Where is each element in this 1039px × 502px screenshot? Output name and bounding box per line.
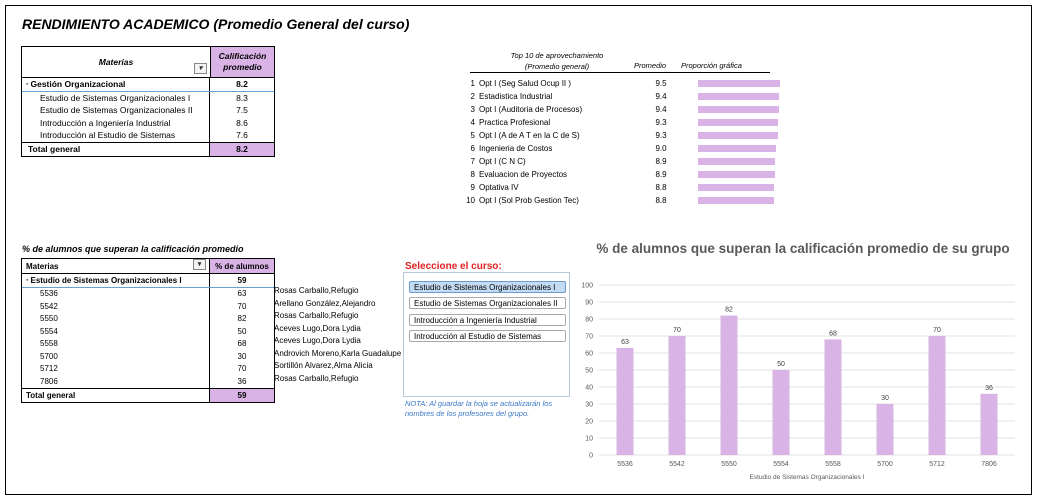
top10-value: 9.4 [655, 91, 667, 101]
top10-bar [698, 158, 775, 165]
collapse-icon[interactable]: ▪ [26, 80, 29, 88]
x-tick-label: 5554 [773, 461, 789, 468]
professor-name: Rosas Carballo,Refugio [274, 286, 359, 295]
group-number: 5554 [22, 325, 210, 338]
total-value: 8.2 [210, 143, 274, 156]
group-number: 5550 [22, 313, 210, 326]
filter-dropdown-icon[interactable]: ▾ [194, 63, 207, 74]
top10-row [455, 129, 778, 141]
top10-heading-line1: Top 10 de aprovechamiento [510, 51, 604, 60]
top10-row [455, 103, 779, 115]
y-tick-label: 80 [585, 316, 593, 324]
top10-rank: 3 [470, 104, 475, 114]
bar [669, 336, 686, 455]
top10-row [455, 156, 775, 168]
bar [825, 339, 842, 455]
pivot-header [22, 47, 274, 78]
pivot-header [22, 259, 274, 274]
total-row [22, 388, 274, 402]
group-value: 8.2 [236, 79, 248, 90]
top10-row [455, 116, 778, 128]
group-number: 5700 [22, 350, 210, 363]
top10-row [455, 182, 774, 194]
group-pct: 68 [237, 339, 247, 349]
group-number: 5558 [22, 338, 210, 351]
top10-bar [698, 119, 778, 126]
professor-name: Rosas Carballo,Refugio [274, 311, 359, 320]
row-value: 8.3 [236, 92, 248, 103]
group-label: Gestión Organizacional [30, 79, 126, 90]
top10-value: 9.4 [655, 104, 667, 114]
top10-bar [698, 80, 780, 87]
table-row [22, 117, 274, 130]
top10-bar [698, 197, 774, 204]
total-label: Total general [22, 143, 210, 156]
professor-name: Arellano González,Alejandro [274, 298, 376, 308]
professor-name: Aceves Lugo,Dora Lydia [274, 336, 361, 345]
row-value: 7.6 [236, 130, 248, 141]
y-tick-label: 70 [585, 333, 593, 341]
row-value: 7.5 [236, 105, 248, 116]
data-label: 30 [881, 395, 889, 402]
top10-rank: 2 [470, 91, 475, 101]
total-row [22, 142, 274, 156]
top10-name: Opt I (C N C) [479, 157, 526, 167]
row-label: Estudio de Sistemas Organizacionales II [22, 104, 210, 117]
top10-value: 8.9 [655, 157, 667, 167]
table-row [22, 325, 274, 338]
slicer-item[interactable]: Introducción al Estudio de Sistemas [409, 330, 566, 342]
top10-rank: 5 [470, 130, 475, 140]
top10-name: Opt I (Seg Salud Ocup II ) [479, 78, 572, 88]
top10-row [455, 90, 779, 102]
y-tick-label: 50 [585, 367, 593, 375]
bar [721, 316, 738, 455]
group-number: 5542 [22, 300, 210, 313]
top10-value: 8.8 [655, 183, 667, 193]
header-materias-label: Materias [98, 57, 134, 67]
top10-divider [470, 72, 770, 73]
y-tick-label: 30 [585, 401, 593, 409]
chart-title: % de alumnos que superan la calificación promedio de su grupo [596, 241, 1010, 256]
data-label: 68 [829, 330, 837, 338]
top10-value: 9.0 [655, 144, 667, 153]
top10-bar [698, 184, 774, 191]
group-pct: 82 [237, 314, 247, 324]
top10-row [455, 143, 776, 155]
table-body [22, 288, 274, 388]
data-label: 63 [621, 338, 629, 346]
group-pct: 36 [237, 376, 247, 386]
data-label: 36 [985, 384, 993, 392]
bar [929, 336, 946, 455]
top10-rank: 7 [470, 157, 475, 167]
y-tick-label: 0 [589, 452, 593, 460]
group-number: 5536 [22, 288, 210, 301]
slicer-note: NOTA: Al guardar la hoja se actualizarán los nombres de los profesores del grupo. [405, 399, 553, 418]
top10-name: Opt I (Sol Prob Gestion Tec) [479, 196, 579, 206]
slicer-item[interactable]: Estudio de Sistemas Organizacionales II [409, 297, 566, 309]
bar [877, 404, 894, 455]
x-tick-label: 5542 [669, 461, 685, 468]
professor-name: Aceves Lugo,Dora Lydia [274, 323, 361, 333]
collapse-icon[interactable]: ▪ [26, 276, 29, 284]
top10-name: Evaluacion de Proyectos [479, 170, 568, 180]
top10-bar [698, 93, 779, 100]
group-pct: 30 [237, 351, 247, 361]
top10-name: Estadistica Industrial [479, 91, 553, 101]
table-row [22, 363, 274, 376]
section2-title: % de alumnos que superan la calificación promedio [22, 244, 244, 254]
y-tick-label: 100 [581, 282, 593, 290]
table-row [22, 129, 274, 142]
x-tick-label: 5700 [877, 461, 893, 468]
table-row [22, 313, 274, 326]
group-pct: 70 [237, 364, 247, 374]
table-row [22, 338, 274, 351]
x-tick-label: 5536 [617, 461, 633, 468]
table-row [22, 92, 274, 105]
table-row [22, 104, 274, 117]
header-materias-label: Materias [26, 261, 59, 271]
group-pct: 70 [237, 301, 247, 311]
header-pct: % de alumnos [210, 259, 274, 273]
y-tick-label: 90 [585, 299, 593, 307]
data-label: 70 [933, 327, 941, 334]
top10-heading [482, 50, 632, 72]
row-label: Estudio de Sistemas Organizacionales I [22, 92, 210, 105]
top10-value: 9.3 [655, 130, 667, 140]
bar [773, 370, 790, 455]
top10-rank: 10 [466, 196, 475, 206]
x-tick-label: 5712 [929, 461, 945, 468]
top10-rank: 9 [470, 183, 475, 193]
slicer-item[interactable]: Estudio de Sistemas Organizacionales I [409, 281, 566, 293]
top10-value: 9.5 [655, 78, 667, 88]
pivot-table-porcentaje [21, 258, 275, 403]
slicer-item[interactable]: Introducción a Ingeniería Industrial [409, 314, 566, 326]
header-materias [22, 47, 211, 77]
top10-rank: 4 [470, 117, 475, 127]
row-value: 8.6 [236, 117, 248, 128]
top10-name: Opt I (Auditoria de Procesos) [479, 104, 583, 114]
group-label: Estudio de Sistemas Organizacionales I [30, 275, 182, 285]
y-tick-label: 10 [585, 435, 593, 443]
x-tick-label: 5558 [825, 461, 841, 468]
y-tick-label: 20 [585, 418, 593, 426]
professor-name: Sortillón Alvarez,Alma Alicia [274, 361, 373, 370]
table-row [22, 300, 274, 313]
group-row[interactable] [22, 78, 274, 92]
bar [981, 394, 998, 455]
row-label: Introducción al Estudio de Sistemas [22, 129, 210, 142]
table-row [22, 288, 274, 301]
top10-name: Ingenieria de Costos [479, 144, 553, 153]
x-axis-title: Estudio de Sistemas Organizacionales I [749, 474, 865, 481]
slicer-label: Seleccione el curso: [405, 261, 502, 272]
table-row [22, 375, 274, 388]
top10-bar [698, 145, 776, 152]
top10-col-proporcion: Proporción gráfica [681, 61, 742, 70]
top10-rank: 8 [470, 170, 475, 180]
row-label: Introducción a Ingeniería Industrial [22, 117, 210, 130]
total-value: 59 [210, 389, 274, 402]
table-row [22, 350, 274, 363]
header-calificacion: Calificación promedio [211, 47, 274, 77]
top10-value: 8.9 [655, 170, 667, 180]
bar-chart [575, 276, 1025, 486]
data-label: 70 [673, 327, 681, 334]
x-tick-label: 7806 [981, 461, 997, 468]
professor-name: Androvich Moreno,Karla Guadalupe [274, 348, 402, 358]
report-title: RENDIMIENTO ACADEMICO (Promedio General del curso) [22, 16, 410, 32]
top10-bar [698, 171, 775, 178]
group-number: 5712 [22, 363, 210, 376]
data-label: 50 [777, 361, 785, 368]
y-tick-label: 40 [585, 384, 593, 392]
total-label: Total general [22, 389, 210, 402]
top10-row [455, 77, 780, 89]
top10-name: Practica Profesional [479, 117, 551, 127]
group-pct: 63 [237, 289, 247, 299]
top10-rank: 6 [470, 144, 475, 153]
bar [617, 348, 634, 455]
top10-name: Optativa IV [479, 183, 519, 193]
top10-row [455, 169, 775, 181]
top10-heading-line2: (Promedio general) [524, 62, 590, 71]
top10-name: Opt I (A de A T en la C de S) [479, 130, 580, 140]
top10-bar [698, 106, 779, 113]
top10-value: 8.8 [655, 196, 667, 206]
header-materias [22, 259, 210, 273]
pivot-table-promedio [21, 46, 275, 157]
group-number: 7806 [22, 375, 210, 388]
group-pct: 50 [237, 326, 247, 336]
top10-bar [698, 132, 778, 139]
group-row[interactable] [22, 274, 274, 288]
data-label: 82 [725, 306, 733, 314]
y-tick-label: 60 [585, 350, 593, 358]
top10-rank: 1 [470, 78, 475, 88]
x-tick-label: 5550 [721, 461, 737, 468]
filter-dropdown-icon[interactable]: ▾ [193, 259, 206, 270]
professor-name: Rosas Carballo,Refugio [274, 373, 359, 383]
group-value: 59 [237, 275, 247, 285]
top10-row [455, 195, 774, 207]
top10-col-promedio: Promedio [634, 61, 667, 70]
top10-value: 9.3 [655, 117, 667, 127]
